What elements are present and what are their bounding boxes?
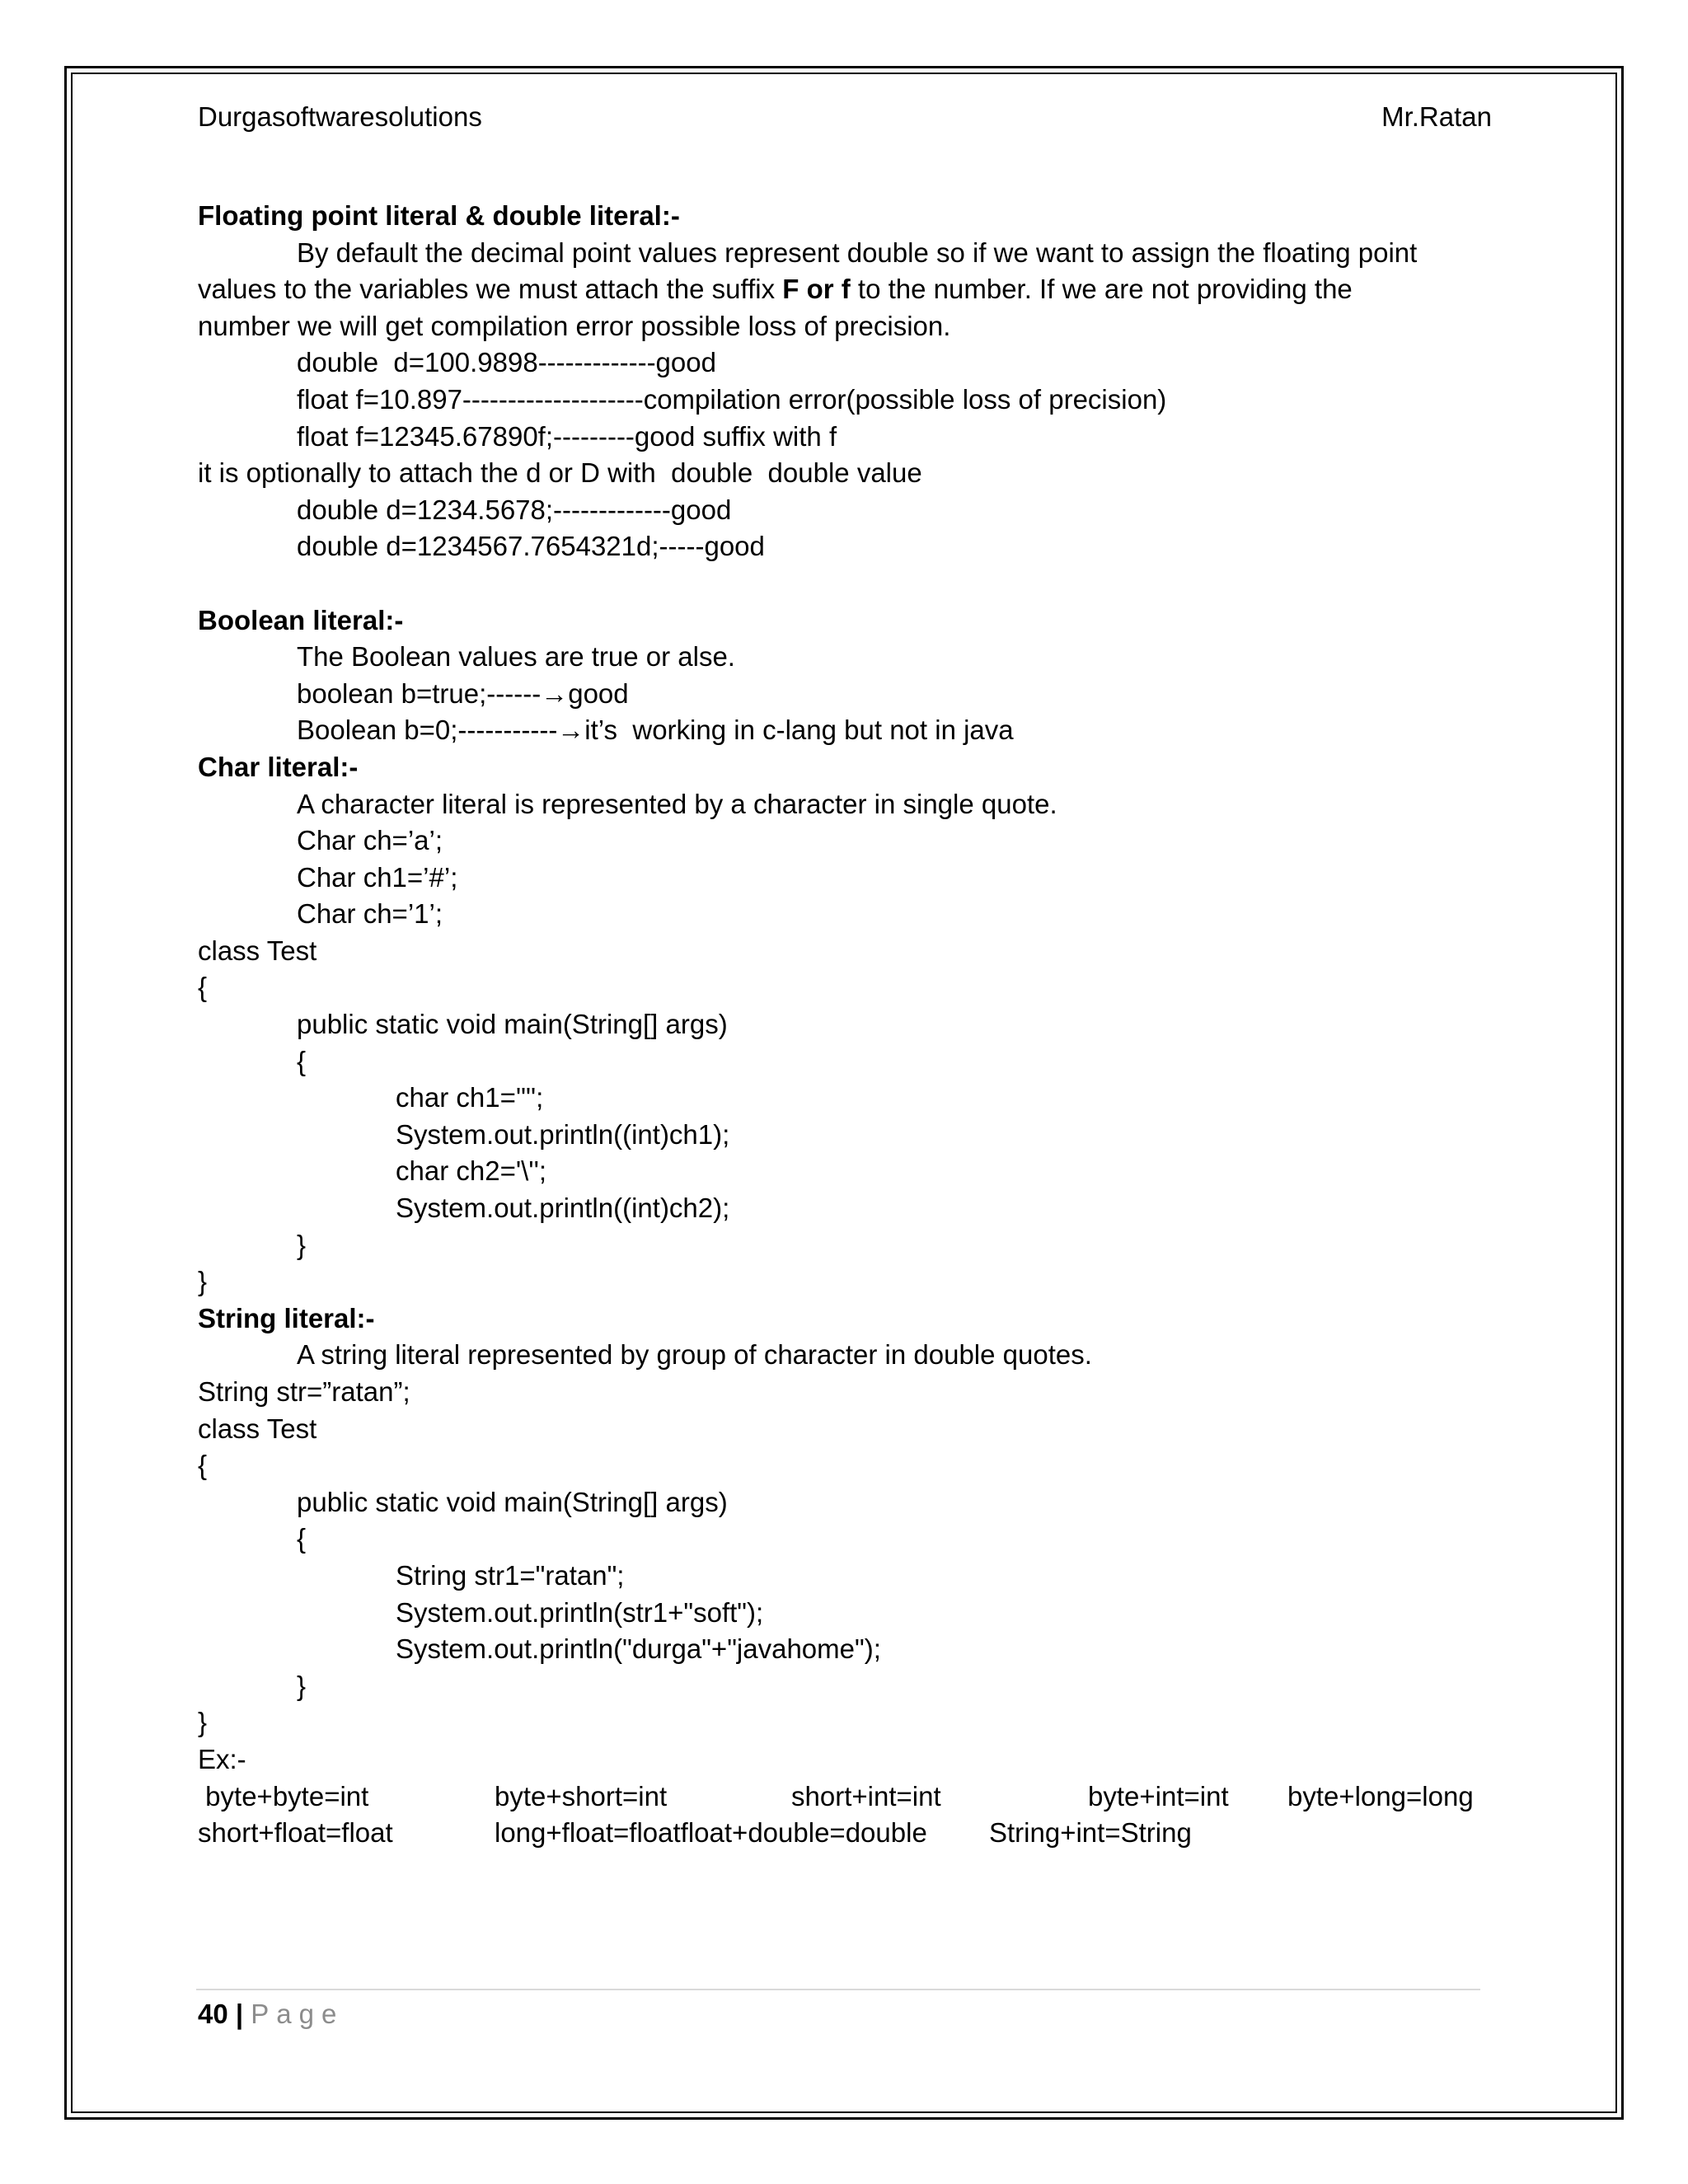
boolean-heading: Boolean literal:- — [198, 604, 404, 635]
code-line: { — [198, 1450, 208, 1481]
float-example-5: double d=1234567.7654321d;-----good — [297, 531, 765, 562]
ex-item: short+int=int — [791, 1780, 941, 1811]
ex-item: byte+int=int — [1088, 1780, 1229, 1811]
document-body — [198, 198, 1500, 1852]
float-para-1: By default the decimal point values represent double so if we want to assign the floating point — [297, 237, 1418, 268]
ex-item: long+float=floatfloat+double=double — [495, 1817, 927, 1849]
float-suffix: F or f — [782, 274, 851, 305]
ex-item: String+int=String — [989, 1817, 1192, 1849]
page-footer — [198, 1996, 344, 2032]
page-separator: | — [235, 1999, 244, 2029]
ex-item: byte+byte=int — [198, 1780, 369, 1811]
page-number: 40 — [198, 1999, 228, 2029]
code-line: } — [198, 1266, 208, 1297]
code-line: System.out.println((int)ch2); — [396, 1193, 730, 1224]
code-line: public static void main(String[] args) — [297, 1486, 728, 1517]
footer-rule — [196, 1989, 1480, 1990]
string-heading: String literal:- — [198, 1302, 375, 1333]
code-line: { — [297, 1045, 307, 1076]
ex-row-2 — [198, 1815, 1500, 1852]
code-line: public static void main(String[] args) — [297, 1009, 728, 1040]
float-para-2c: to the number. If we are not providing the — [850, 274, 1353, 305]
page-label: Page — [251, 1999, 345, 2029]
float-example-1: double d=100.9898-------------good — [297, 347, 716, 378]
float-para-2a: values to the variables we must attach the suffix — [198, 274, 783, 305]
boolean-line-2: boolean b=true;------→good — [297, 677, 629, 709]
string-line-1: A string literal represented by group of character in double quotes. — [297, 1339, 1092, 1371]
code-line: String str1="ratan"; — [396, 1559, 625, 1591]
code-line: } — [297, 1229, 307, 1260]
code-line: System.out.println(str1+"soft"); — [396, 1596, 764, 1628]
code-line: class Test — [198, 1413, 317, 1444]
ex-item: byte+short=int — [495, 1780, 668, 1811]
float-example-2: float f=10.897--------------------compilation error(possible loss of precision) — [297, 383, 1167, 415]
header-author: Mr.Ratan — [1381, 101, 1492, 132]
float-example-3: float f=12345.67890f;---------good suffix with f — [297, 420, 837, 452]
ex-item: short+float=float — [198, 1817, 393, 1849]
ex-item: byte+long=long — [1287, 1780, 1474, 1811]
float-note: it is optionally to attach the d or D with double double value — [198, 457, 922, 489]
char-heading: Char literal:- — [198, 751, 359, 782]
ex-label: Ex:- — [198, 1743, 246, 1774]
float-example-4: double d=1234.5678;-------------good — [297, 494, 732, 525]
char-line-1: A character literal is represented by a character in single quote. — [297, 788, 1057, 819]
code-line: } — [198, 1707, 208, 1738]
code-line: char ch2='\''; — [396, 1155, 547, 1187]
char-line-4: Char ch=’1’; — [297, 898, 443, 930]
code-line: System.out.println((int)ch1); — [396, 1118, 730, 1150]
boolean-line-3: Boolean b=0;-----------→it’s working in c-lang but not in java — [297, 715, 1014, 746]
float-para-2 — [198, 271, 1500, 308]
ex-row-1 — [198, 1779, 1500, 1816]
code-line: System.out.println("durga"+"javahome"); — [396, 1633, 881, 1665]
code-line: { — [297, 1523, 307, 1554]
code-line: class Test — [198, 935, 317, 966]
string-line-2: String str=”ratan”; — [198, 1376, 410, 1407]
blank-line — [198, 565, 1500, 602]
code-line: } — [297, 1670, 307, 1701]
code-line: char ch1='"'; — [396, 1082, 544, 1113]
boolean-line-1: The Boolean values are true or alse. — [297, 641, 735, 673]
header-company: Durgasoftwaresolutions — [198, 101, 482, 132]
code-line: { — [198, 972, 208, 1003]
char-line-3: Char ch1=’#’; — [297, 861, 458, 893]
float-para-3: number we will get compilation error possible loss of precision. — [198, 310, 951, 341]
char-line-2: Char ch=’a’; — [297, 825, 443, 856]
float-heading: Floating point literal & double literal:- — [198, 200, 680, 231]
